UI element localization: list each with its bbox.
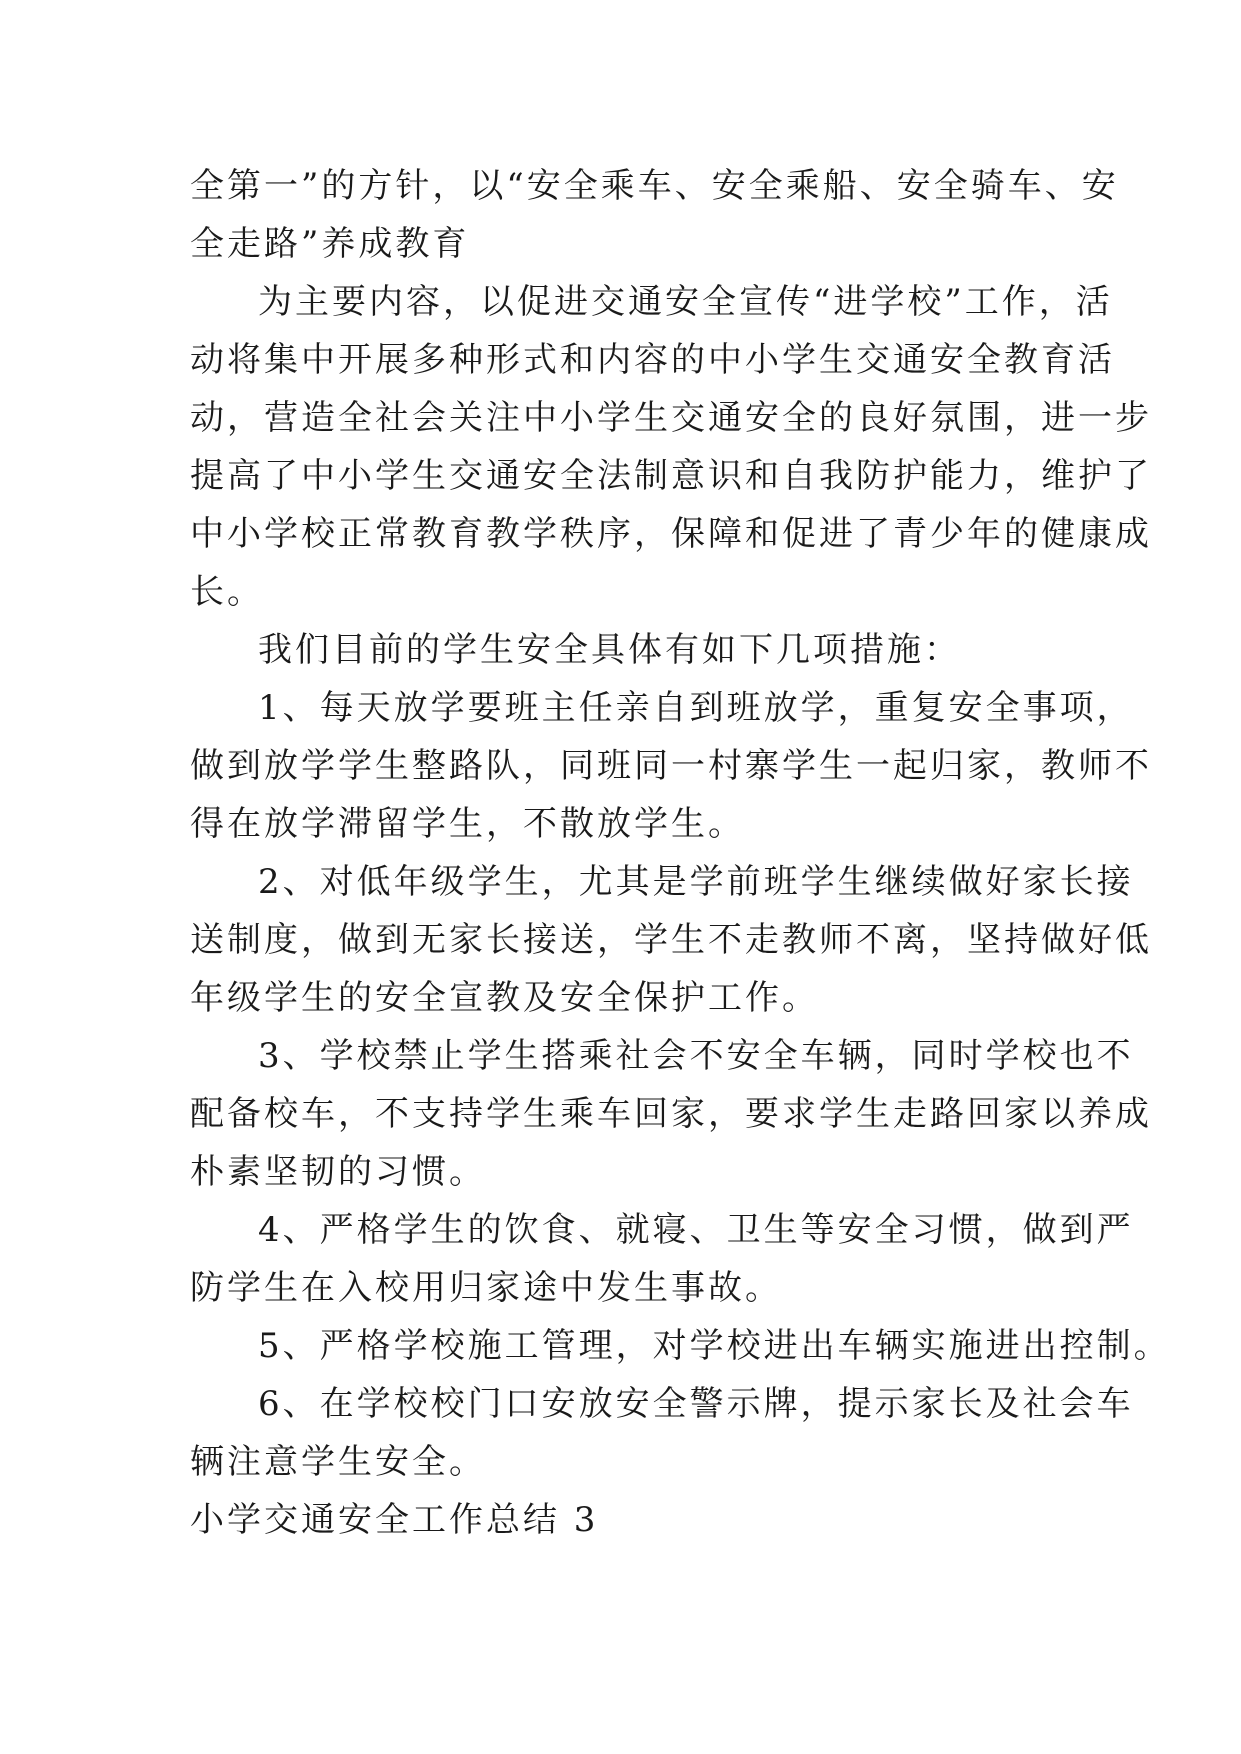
paragraph-continued bbox=[190, 157, 1119, 273]
text-line: 为主要内容，以促进交通安全宣传“进学校”工作，活 bbox=[258, 282, 1113, 322]
paragraph-activity-summary bbox=[190, 273, 1152, 621]
list-item-measure-5 bbox=[190, 1317, 1171, 1375]
text-line: 动将集中开展多种形式和内容的中小学生交通安全教育活 bbox=[190, 340, 1115, 380]
text-line: 1、每天放学要班主任亲自到班放学，重复安全事项， bbox=[258, 688, 1134, 728]
text-line: 全走路”养成教育 bbox=[190, 224, 470, 264]
list-item-measure-4 bbox=[190, 1201, 1134, 1317]
text-line: 6、在学校校门口安放安全警示牌，提示家长及社会车 bbox=[258, 1384, 1134, 1424]
text-line: 4、严格学生的饮食、就寝、卫生等安全习惯，做到严 bbox=[258, 1210, 1134, 1250]
text-line: 年级学生的安全宣教及安全保护工作。 bbox=[190, 978, 819, 1018]
list-item-measure-3 bbox=[190, 1027, 1152, 1201]
text-line: 朴素坚韧的习惯。 bbox=[190, 1152, 486, 1192]
text-line: 提高了中小学生交通安全法制意识和自我防护能力，维护了 bbox=[190, 456, 1152, 496]
paragraph-measures-intro bbox=[190, 621, 1050, 679]
section-title: 小学交通安全工作总结 3 bbox=[190, 1500, 599, 1540]
text-line: 动，营造全社会关注中小学生交通安全的良好氛围，进一步 bbox=[190, 398, 1152, 438]
text-line: 5、严格学校施工管理，对学校进出车辆实施进出控制。 bbox=[258, 1326, 1171, 1366]
text-line: 得在放学滞留学生，不散放学生。 bbox=[190, 804, 745, 844]
list-item-measure-6 bbox=[190, 1375, 1134, 1491]
section-heading bbox=[190, 1491, 1050, 1549]
text-line: 配备校车，不支持学生乘车回家，要求学生走路回家以养成 bbox=[190, 1094, 1152, 1134]
list-item-measure-1 bbox=[190, 679, 1152, 853]
list-item-measure-2 bbox=[190, 853, 1152, 1027]
text-line: 3、学校禁止学生搭乘社会不安全车辆，同时学校也不 bbox=[258, 1036, 1134, 1076]
text-line: 辆注意学生安全。 bbox=[190, 1442, 486, 1482]
text-line: 我们目前的学生安全具体有如下几项措施： bbox=[258, 630, 961, 670]
text-line: 长。 bbox=[190, 572, 264, 612]
text-line: 送制度，做到无家长接送，学生不走教师不离，坚持做好低 bbox=[190, 920, 1152, 960]
text-line: 做到放学学生整路队，同班同一村寨学生一起归家，教师不 bbox=[190, 746, 1152, 786]
text-line: 全第一”的方针，以“安全乘车、安全乘船、安全骑车、安 bbox=[190, 166, 1119, 206]
text-line: 中小学校正常教育教学秩序，保障和促进了青少年的健康成 bbox=[190, 514, 1152, 554]
text-line: 防学生在入校用归家途中发生事故。 bbox=[190, 1268, 782, 1308]
text-line: 2、对低年级学生，尤其是学前班学生继续做好家长接 bbox=[258, 862, 1134, 902]
